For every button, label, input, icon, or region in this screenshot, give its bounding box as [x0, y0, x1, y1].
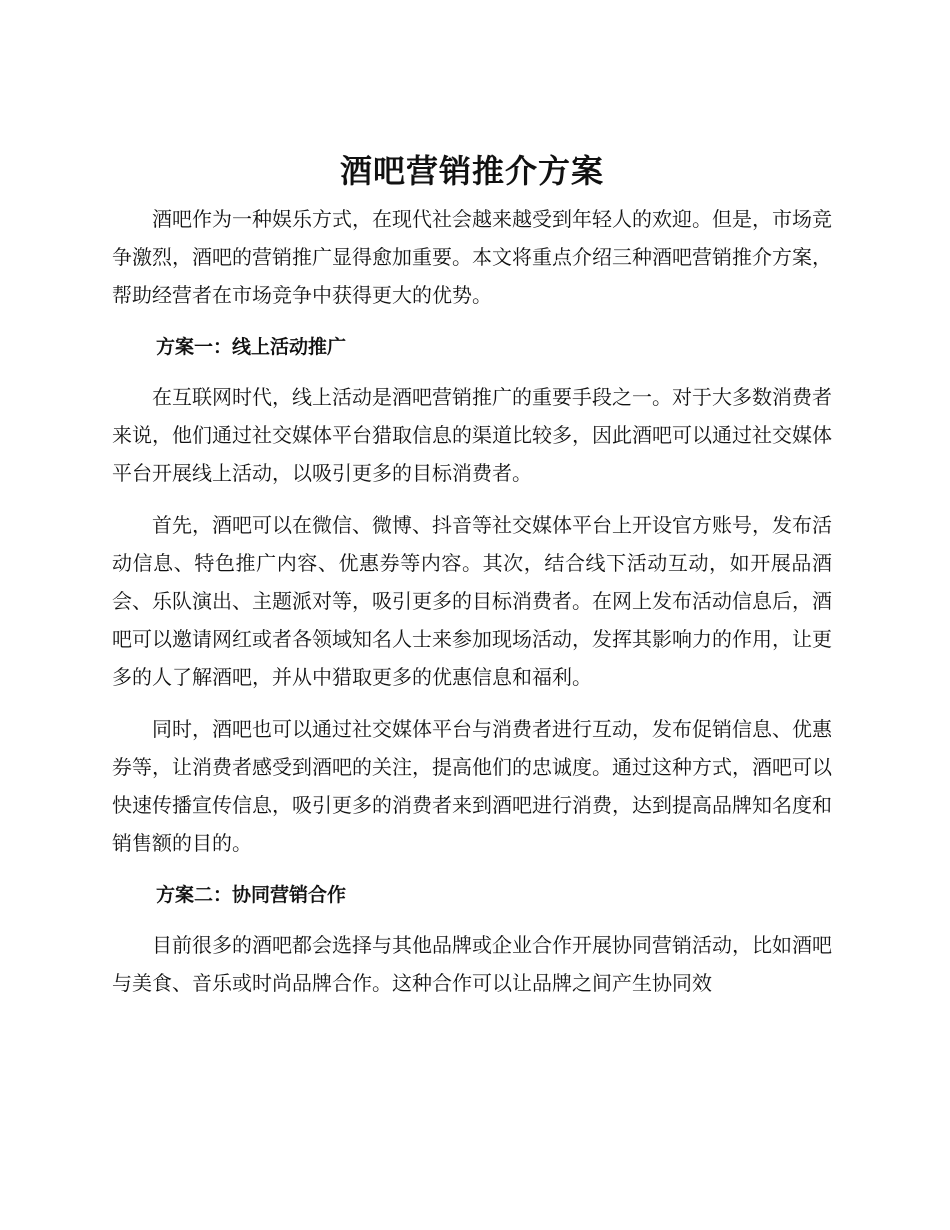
intro-paragraph: 酒吧作为一种娱乐方式，在现代社会越来越受到年轻人的欢迎。但是，市场竞争激烈，酒吧的营销推广显得愈加重要。本文将重点介绍三种酒吧营销推介方案，帮助经营者在市场竞争中获得更大的优势。 — [112, 207, 832, 307]
section2-paragraph-1: 目前很多的酒吧都会选择与其他品牌或企业合作开展协同营销活动，比如酒吧与美食、音乐或时尚品牌合作。这种合作可以让品牌之间产生协同效 — [112, 933, 832, 995]
document-title: 酒吧营销推介方案 — [339, 152, 604, 190]
section1-paragraph-3: 同时，酒吧也可以通过社交媒体平台与消费者进行互动，发布促销信息、优惠券等，让消费者感受到酒吧的关注，提高他们的忠诚度。通过这种方式，酒吧可以快速传播宣传信息，吸引更多的消费者来到酒吧进行消费，达到提高品牌知名度和销售额的目的。 — [112, 717, 832, 855]
section2-heading: 方案二：协同营销合作 — [156, 884, 347, 906]
paragraph-gap — [112, 696, 832, 710]
section1-paragraph-2: 首先，酒吧可以在微信、微博、抖音等社交媒体平台上开设官方账号，发布活动信息、特色推广内容、优惠券等内容。其次，结合线下活动互动，如开展品酒会、乐队演出、主题派对等，吸引更多的目标消费者。在网上发布活动信息后，酒吧可以邀请网红或者各领域知名人士来参加现场活动，发挥其影响力的作用，让更多的人了解酒吧，并从中猎取更多的优惠信息和福利。 — [112, 513, 832, 689]
section1-heading: 方案一：线上活动推广 — [156, 336, 347, 358]
section1-paragraph-1: 在互联网时代，线上活动是酒吧营销推广的重要手段之一。对于大多数消费者来说，他们通过社交媒体平台猎取信息的渠道比较多，因此酒吧可以通过社交媒体平台开展线上活动，以吸引更多的目标消费者。 — [112, 385, 832, 485]
document-page — [112, 148, 832, 1002]
paragraph-gap — [112, 492, 832, 506]
